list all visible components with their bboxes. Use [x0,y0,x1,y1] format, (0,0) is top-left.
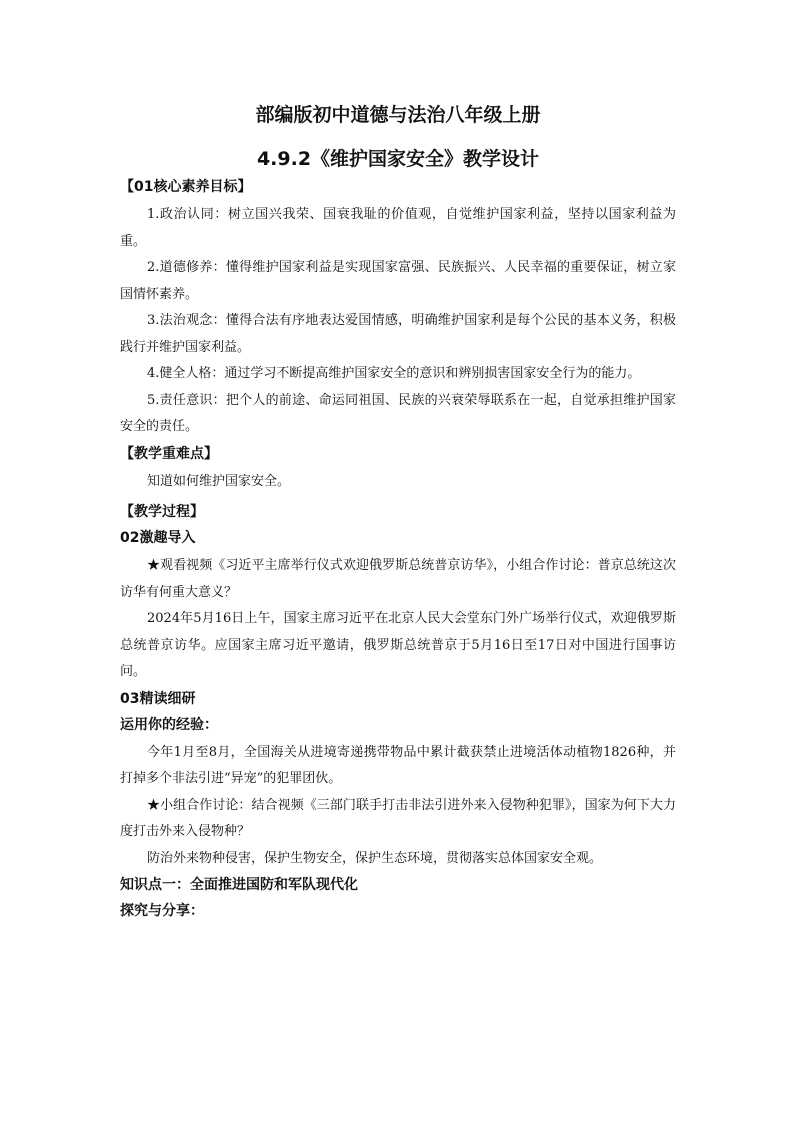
goal-item-5: 5.责任意识：把个人的前途、命运同祖国、民族的兴衰荣辱联系在一起，自觉承担维护国家安全的责任。 [120,392,676,434]
intro-heading: 02激趣导入 [120,530,196,546]
key-points-heading: 【教学重难点】 [120,445,218,462]
intro-paragraph-1: ★观看视频《习近平主席举行仪式欢迎俄罗斯总统普京访华》，小组合作讨论：普京总统这次访华有何重大意义？ [120,558,676,600]
knowledge-point-heading: 知识点一：全面推进国防和军队现代化 [120,877,358,893]
intro-paragraph-2: 2024年5月16日上午，国家主席习近平在北京人民大会堂东门外广场举行仪式，欢迎俄罗斯总统普京访华。应国家主席习近平邀请，俄罗斯总统普京于5月16日至17日对中国进行国事访问。 [120,611,676,679]
key-points-text: 知道如何维护国家安全。 [147,473,291,489]
document-title: 部编版初中道德与法治八年级上册 [255,104,541,126]
study-heading: 03精读细研 [120,690,196,707]
goals-heading: 【01核心素养目标】 [120,179,252,195]
study-paragraph-1: 今年1月至8月，全国海关从进境寄递携带物品中累计截获禁止进境活体动植物1826种，并打掉多个非法引进“异宠”的犯罪团伙。 [120,744,676,786]
document-content [120,102,676,926]
study-subheading: 运用你的经验： [120,716,218,733]
process-heading: 【教学过程】 [120,504,204,520]
study-paragraph-2: ★小组合作讨论：结合视频《三部门联手打击非法引进外来入侵物种犯罪》，国家为何下大力度打击外来入侵物种？ [120,797,676,839]
study-paragraph-3: 防治外来物种侵害，保护生物安全，保护生态环境，贯彻落实总体国家安全观。 [147,850,603,866]
goal-item-3: 3.法治观念：懂得合法有序地表达爱国情感，明确维护国家利是每个公民的基本义务，积极践行并维护国家利益。 [120,313,676,355]
goal-item-2: 2.道德修养：懂得维护国家利益是实现国家富强、民族振兴、人民幸福的重要保证，树立家国情怀素养。 [120,260,676,302]
goal-item-4: 4.健全人格：通过学习不断提高维护国家安全的意识和辨别损害国家安全行为的能力。 [147,366,641,381]
document-subtitle: 4.9.2《维护国家安全》教学设计 [256,148,540,170]
knowledge-point-subheading: 探究与分享： [120,903,204,919]
goal-item-1: 1.政治认同：树立国兴我荣、国衰我耻的价值观，自觉维护国家利益，坚持以国家利益为重。 [120,207,676,249]
